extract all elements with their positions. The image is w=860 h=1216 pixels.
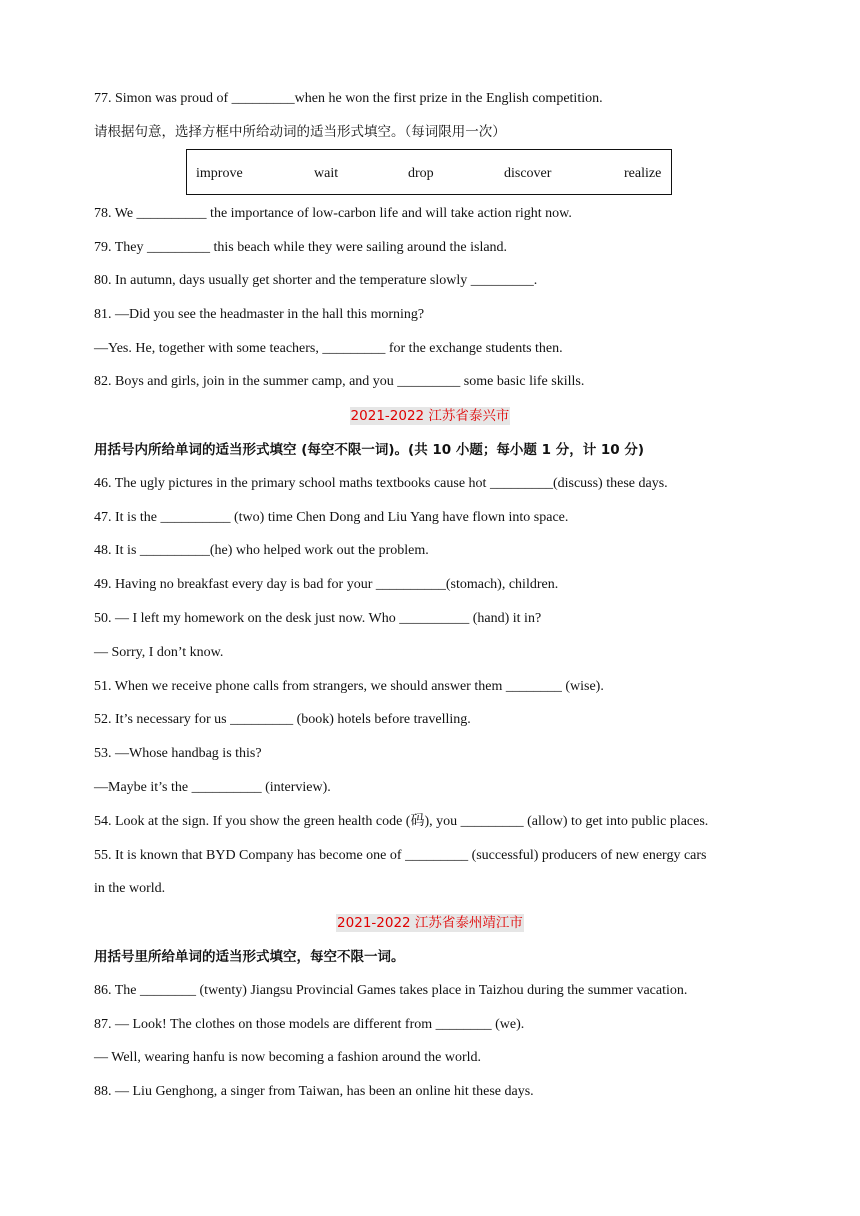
section2-heading-text: 2021-2022 江苏省泰兴市 [350, 408, 510, 424]
question-52: 52. It’s necessary for us _________ (book) hotels before travelling. [94, 712, 471, 727]
question-50: 50. — I left my homework on the desk just now. Who __________ (hand) it in? [94, 611, 542, 626]
question-46: 46. The ugly pictures in the primary school maths textbooks cause hot _________(discuss) these days. [94, 476, 668, 491]
question-55: 55. It is known that BYD Company has become one of _________ (successful) producers of new energy cars [94, 848, 707, 863]
section2-heading [0, 406, 860, 427]
word-box-item: wait [314, 166, 339, 181]
question-47: 47. It is the __________ (two) time Chen Dong and Liu Yang have flown into space. [94, 510, 569, 525]
question-79: 79. They _________ this beach while they were sailing around the island. [94, 240, 508, 255]
word-box-item: realize [624, 166, 662, 181]
section1-instruction: 请根据句意，选择方框中所给动词的适当形式填空。（每词限用一次） [94, 124, 506, 140]
word-box-item: discover [504, 166, 552, 181]
word-box-item: drop [408, 166, 434, 181]
question-88: 88. — Liu Genghong, a singer from Taiwan, has been an online hit these days. [94, 1084, 534, 1099]
section2-instruction: 用括号内所给单词的适当形式填空 (每空不限一词)。(共 10 小题；每小题 1 分，计 10 分) [94, 442, 645, 458]
question-49: 49. Having no breakfast every day is bad for your __________(stomach), children. [94, 577, 559, 592]
question-77: 77. Simon was proud of _________when he won the first prize in the English competition. [94, 91, 603, 106]
question-82: 82. Boys and girls, join in the summer camp, and you _________ some basic life skills. [94, 374, 585, 389]
question-87-answer: — Well, wearing hanfu is now becoming a fashion around the world. [94, 1050, 482, 1065]
section3-instruction: 用括号里所给单词的适当形式填空，每空不限一词。 [94, 949, 405, 965]
question-78: 78. We __________ the importance of low-carbon life and will take action right now. [94, 206, 572, 221]
section3-heading-text: 2021-2022 江苏省泰州靖江市 [337, 915, 523, 931]
question-81-answer: —Yes. He, together with some teachers, _________ for the exchange students then. [94, 341, 563, 356]
question-53-answer: —Maybe it’s the __________ (interview). [94, 780, 331, 795]
question-50-answer: — Sorry, I don’t know. [94, 645, 224, 660]
question-53: 53. —Whose handbag is this? [94, 746, 262, 761]
question-55-continued: in the world. [94, 881, 166, 896]
question-51: 51. When we receive phone calls from strangers, we should answer them ________ (wise). [94, 679, 604, 694]
question-86: 86. The ________ (twenty) Jiangsu Provincial Games takes place in Taizhou during the summer vacation. [94, 983, 688, 998]
question-81: 81. —Did you see the headmaster in the hall this morning? [94, 307, 425, 322]
question-87: 87. — Look! The clothes on those models are different from ________ (we). [94, 1017, 525, 1032]
question-48: 48. It is __________(he) who helped work out the problem. [94, 543, 429, 558]
section3-heading [0, 913, 860, 934]
question-80: 80. In autumn, days usually get shorter and the temperature slowly _________. [94, 273, 538, 288]
question-54: 54. Look at the sign. If you show the green health code (码), you _________ (allow) to get into public places. [94, 814, 709, 829]
word-box-item: improve [196, 166, 243, 181]
word-box [186, 149, 672, 195]
